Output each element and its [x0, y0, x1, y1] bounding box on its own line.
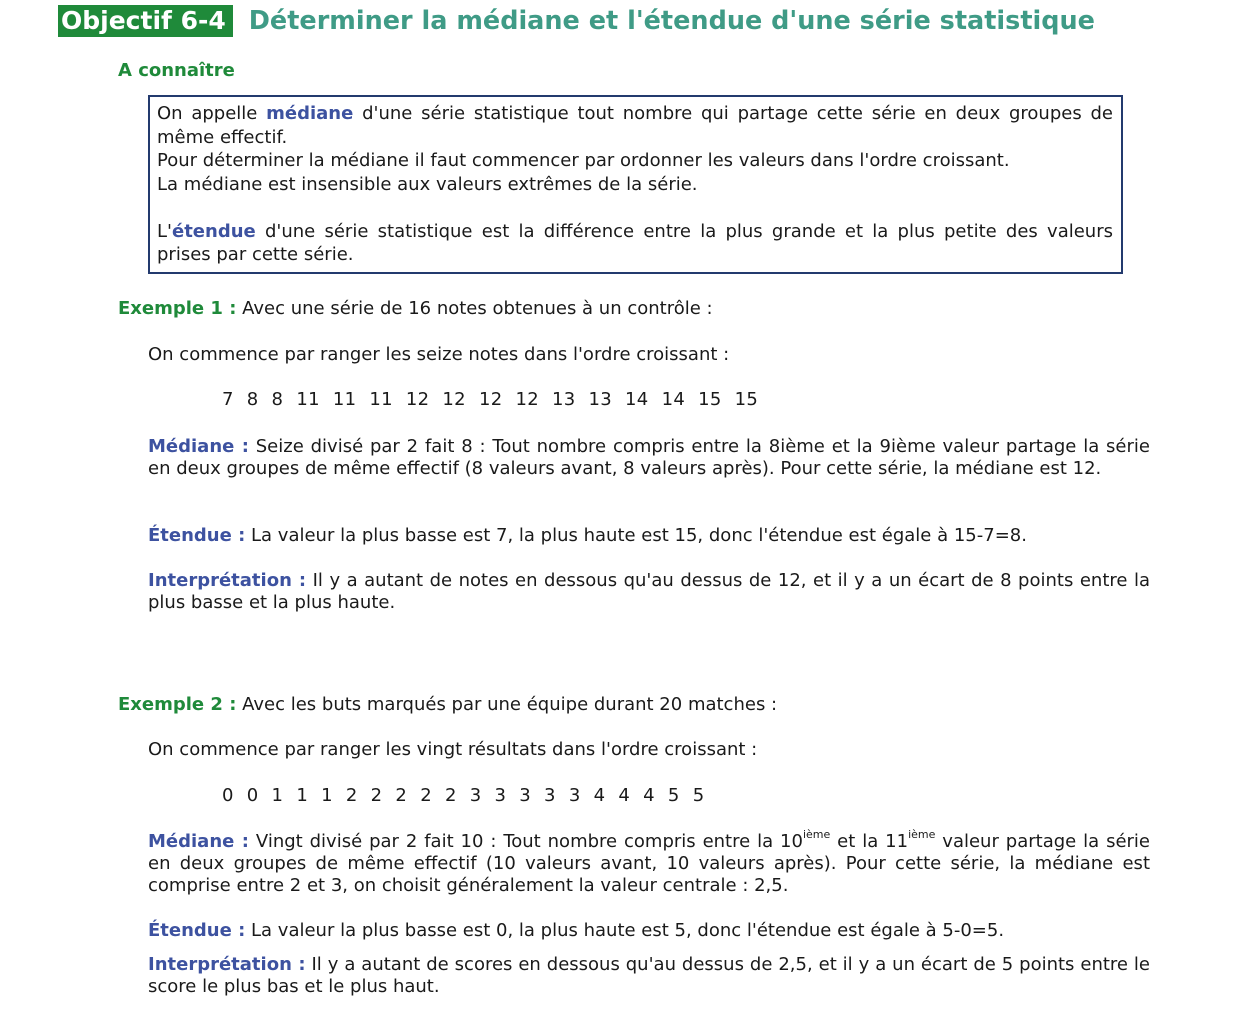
definition-box — [148, 95, 1123, 274]
range-label: Étendue : — [148, 525, 246, 546]
example1-median: Médiane : Seize divisé par 2 fait 8 : Tout nombre compris entre la 8ième et la 9ième valeur partage la série en deux groupes de même effectif (8 valeurs avant, 8 valeurs après). Pour cette série, la médiane est 12. — [148, 436, 1150, 479]
example1-range: Étendue : La valeur la plus basse est 7, la plus haute est 15, donc l'étendue est égale à 15-7=8. — [148, 525, 1027, 546]
range-label: Étendue : — [148, 920, 246, 941]
section-label: A connaître — [118, 60, 235, 81]
example1-heading: Exemple 1 : Avec une série de 16 notes obtenues à un contrôle : — [118, 298, 713, 319]
example1-interpretation: Interprétation : Il y a autant de notes en dessous qu'au dessus de 12, et il y a un écart de 8 points entre la plus basse et la plus haute. — [148, 570, 1150, 613]
median-term: médiane — [266, 103, 354, 124]
example2-interpretation: Interprétation : Il y a autant de scores en dessous qu'au dessus de 2,5, et il y a un écart de 5 points entre le score le plus bas et le plus haut. — [148, 954, 1150, 997]
objective-badge: Objectif 6-4 — [58, 5, 233, 37]
median-label: Médiane : — [148, 831, 249, 852]
interpretation-label: Interprétation : — [148, 954, 306, 975]
median-definition: On appelle médiane d'une série statistique tout nombre qui partage cette série en deux groupes de même effectif. — [157, 103, 1113, 148]
definition-line-3: La médiane est insensible aux valeurs extrêmes de la série. — [157, 173, 698, 195]
example2-label: Exemple 2 : — [118, 694, 237, 715]
range-definition: L'étendue d'une série statistique est la différence entre la plus grande et la plus petite des valeurs prises par cette série. — [157, 220, 1113, 265]
median-label: Médiane : — [148, 436, 249, 457]
example2-sort-text: On commence par ranger les vingt résultats dans l'ordre croissant : — [148, 739, 758, 760]
example2-series: 0 0 1 1 1 2 2 2 2 2 3 3 3 3 3 4 4 4 5 5 — [222, 785, 705, 806]
example2-range: Étendue : La valeur la plus basse est 0, la plus haute est 5, donc l'étendue est égale à 5-0=5. — [148, 920, 1005, 941]
example1-series: 7 8 8 11 11 11 12 12 12 12 13 13 14 14 15 15 — [222, 389, 759, 410]
example2-heading: Exemple 2 : Avec les buts marqués par une équipe durant 20 matches : — [118, 694, 778, 715]
definition-line-2: Pour déterminer la médiane il faut commencer par ordonner les valeurs dans l'ordre croissant. — [157, 150, 1010, 171]
interpretation-label: Interprétation : — [148, 570, 307, 591]
example1-sort-text: On commence par ranger les seize notes dans l'ordre croissant : — [148, 344, 730, 365]
page-title: Déterminer la médiane et l'étendue d'une série statistique — [248, 6, 1095, 36]
example1-label: Exemple 1 : — [118, 298, 237, 319]
page-header — [58, 4, 1095, 38]
range-term: étendue — [171, 220, 256, 242]
example2-median: Médiane : Vingt divisé par 2 fait 10 : Tout nombre compris entre la 10ième et la 11ième valeur partage la série en deux groupes de même effectif (10 valeurs avant, 10 valeurs après). Pour cette série, la médiane est comprise entre 2 et 3, on choisit généralement la valeur centrale : 2,5. — [148, 828, 1151, 896]
